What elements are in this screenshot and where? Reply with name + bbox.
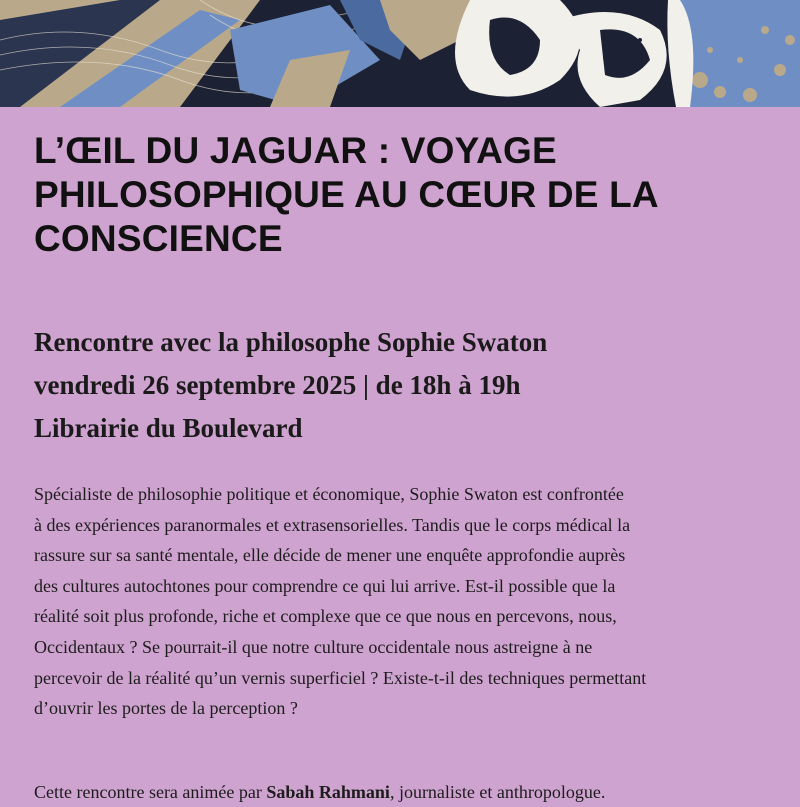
event-description (34, 479, 774, 724)
event-date-time: vendredi 26 septembre 2025 | de 18h à 19h (34, 370, 521, 400)
title-line: PHILOSOPHIQUE AU CŒUR DE LA (34, 174, 659, 215)
moderator-note (34, 777, 794, 807)
moderator-prefix: Cette rencontre sera animée par (34, 782, 267, 802)
description-line: rassure sur sa santé mentale, elle décide de mener une enquête approfondie auprès (34, 545, 626, 566)
description-line: des cultures autochtones pour comprendre ce qui lui arrive. Est-il possible que la (34, 575, 616, 596)
description-line: percevoir de la réalité qu’un vernis superficiel ? Existe-t-il des techniques permettant (34, 667, 647, 688)
header-artwork (0, 0, 800, 107)
event-title (34, 129, 774, 261)
description-line: à des expériences paranormales et extrasensorielles. Tandis que le corps médical la (34, 514, 631, 535)
title-line: CONSCIENCE (34, 218, 283, 259)
event-poster (0, 107, 800, 800)
description-line: d’ouvrir les portes de la perception ? (34, 698, 298, 719)
description-line: réalité soit plus profonde, riche et complexe que ce que nous en percevons, nous, (34, 606, 617, 627)
event-details (34, 321, 774, 450)
title-line: L’ŒIL DU JAGUAR : VOYAGE (34, 130, 557, 171)
description-line: Spécialiste de philosophie politique et économique, Sophie Swaton est confrontée (34, 484, 624, 504)
event-speaker: Rencontre avec la philosophe Sophie Swaton (34, 327, 548, 357)
event-venue: Librairie du Boulevard (34, 413, 303, 443)
description-line: Occidentaux ? Se pourrait-il que notre culture occidentale nous astreigne à ne (34, 636, 593, 657)
moderator-suffix: , journaliste et anthropologue. (389, 782, 606, 802)
moderator-name: Sabah Rahmani (266, 782, 390, 802)
